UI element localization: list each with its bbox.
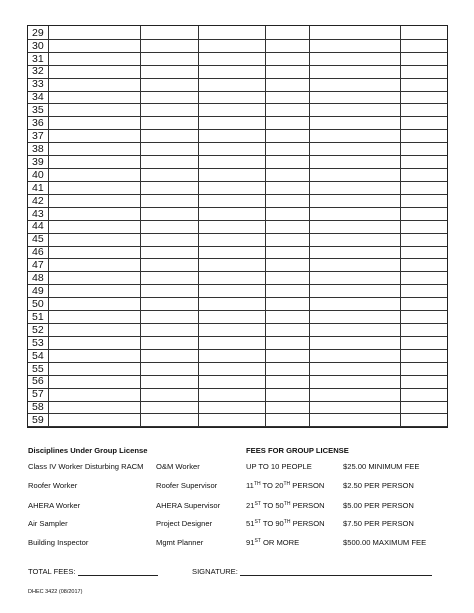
table-row <box>28 142 447 156</box>
table-row <box>28 207 447 221</box>
table-row <box>28 310 447 324</box>
fee-range-item: 51ST TO 90TH PERSON <box>246 519 325 528</box>
row-number: 35 <box>32 104 44 117</box>
fee-amount-item: $7.50 PER PERSON <box>343 519 414 528</box>
discipline-item: Building Inspector <box>28 538 89 547</box>
table-row <box>28 233 447 247</box>
fees-heading: FEES FOR GROUP LICENSE <box>246 446 349 455</box>
table-row <box>28 155 447 169</box>
table-row <box>28 116 447 130</box>
discipline-item: AHERA Supervisor <box>156 501 221 510</box>
table-row <box>28 323 447 337</box>
table-row <box>28 26 447 40</box>
form-number: DHEC 3422 (08/2017) <box>28 589 83 595</box>
table-row <box>28 65 447 79</box>
table-row <box>28 220 447 234</box>
table-row <box>28 375 447 389</box>
row-number: 57 <box>32 388 44 401</box>
table-row <box>28 401 447 415</box>
discipline-item: AHERA Worker <box>28 501 81 510</box>
table-row <box>28 194 447 208</box>
row-number: 50 <box>32 297 44 310</box>
fee-amount-item: $5.00 PER PERSON <box>343 501 414 510</box>
table-row <box>28 52 447 66</box>
discipline-item: Project Designer <box>156 519 213 528</box>
row-number: 33 <box>32 78 44 91</box>
row-number: 48 <box>32 272 44 285</box>
row-number: 58 <box>32 401 44 414</box>
fee-range-item: UP TO 10 PEOPLE <box>246 462 312 471</box>
table-row <box>28 103 447 117</box>
table-row <box>28 168 447 182</box>
row-number: 51 <box>32 310 44 323</box>
fee-amount-item: $25.00 MINIMUM FEE <box>343 462 420 471</box>
row-number: 29 <box>32 26 44 39</box>
disciplines-heading: Disciplines Under Group License <box>28 446 148 455</box>
fee-amount-item: $2.50 PER PERSON <box>343 481 414 490</box>
license-roster-table <box>27 25 448 428</box>
row-number: 30 <box>32 39 44 52</box>
row-number: 31 <box>32 52 44 65</box>
row-number: 41 <box>32 181 44 194</box>
column-divider <box>400 26 401 427</box>
table-row <box>28 39 447 53</box>
row-number: 49 <box>32 285 44 298</box>
table-row <box>28 349 447 363</box>
row-number: 42 <box>32 194 44 207</box>
row-number: 43 <box>32 207 44 220</box>
row-number: 47 <box>32 259 44 272</box>
row-number: 36 <box>32 117 44 130</box>
column-divider <box>309 26 310 427</box>
discipline-item: Roofer Worker <box>28 481 78 490</box>
row-number: 38 <box>32 142 44 155</box>
table-row <box>28 246 447 260</box>
fee-range-item: 11TH TO 20TH PERSON <box>246 481 325 490</box>
row-number: 56 <box>32 375 44 388</box>
row-number: 44 <box>32 220 44 233</box>
fee-range-item: 91ST OR MORE <box>246 538 300 547</box>
row-number: 32 <box>32 65 44 78</box>
total-fees-field[interactable] <box>78 575 158 576</box>
table-row <box>28 388 447 402</box>
discipline-item: Roofer Supervisor <box>156 481 218 490</box>
discipline-item: Mgmt Planner <box>156 538 204 547</box>
row-number: 40 <box>32 168 44 181</box>
discipline-item: Air Sampler <box>28 519 68 528</box>
row-number: 34 <box>32 91 44 104</box>
row-number: 37 <box>32 130 44 143</box>
table-row <box>28 129 447 143</box>
table-row <box>28 91 447 105</box>
discipline-item: Class IV Worker Disturbing RACM <box>28 462 144 471</box>
table-row <box>28 336 447 350</box>
total-fees-label: TOTAL FEES: <box>28 567 76 576</box>
table-row <box>28 271 447 285</box>
table-row <box>28 181 447 195</box>
column-divider <box>48 26 49 427</box>
fee-amount-item: $500.00 MAXIMUM FEE <box>343 538 427 547</box>
discipline-item: O&M Worker <box>156 462 200 471</box>
row-number: 46 <box>32 246 44 259</box>
signature-label: SIGNATURE: <box>192 567 238 576</box>
row-number: 54 <box>32 349 44 362</box>
row-number: 52 <box>32 323 44 336</box>
signature-field[interactable] <box>240 575 432 576</box>
row-number: 53 <box>32 336 44 349</box>
table-row <box>28 78 447 92</box>
table-row <box>28 413 447 427</box>
column-divider <box>265 26 266 427</box>
row-number: 45 <box>32 233 44 246</box>
column-divider <box>198 26 199 427</box>
table-row <box>28 284 447 298</box>
table-row <box>28 297 447 311</box>
table-row <box>28 362 447 376</box>
table-row <box>28 258 447 272</box>
row-number: 59 <box>32 414 44 427</box>
row-number: 55 <box>32 362 44 375</box>
row-number: 39 <box>32 155 44 168</box>
column-divider <box>140 26 141 427</box>
fee-range-item: 21ST TO 50TH PERSON <box>246 501 325 510</box>
